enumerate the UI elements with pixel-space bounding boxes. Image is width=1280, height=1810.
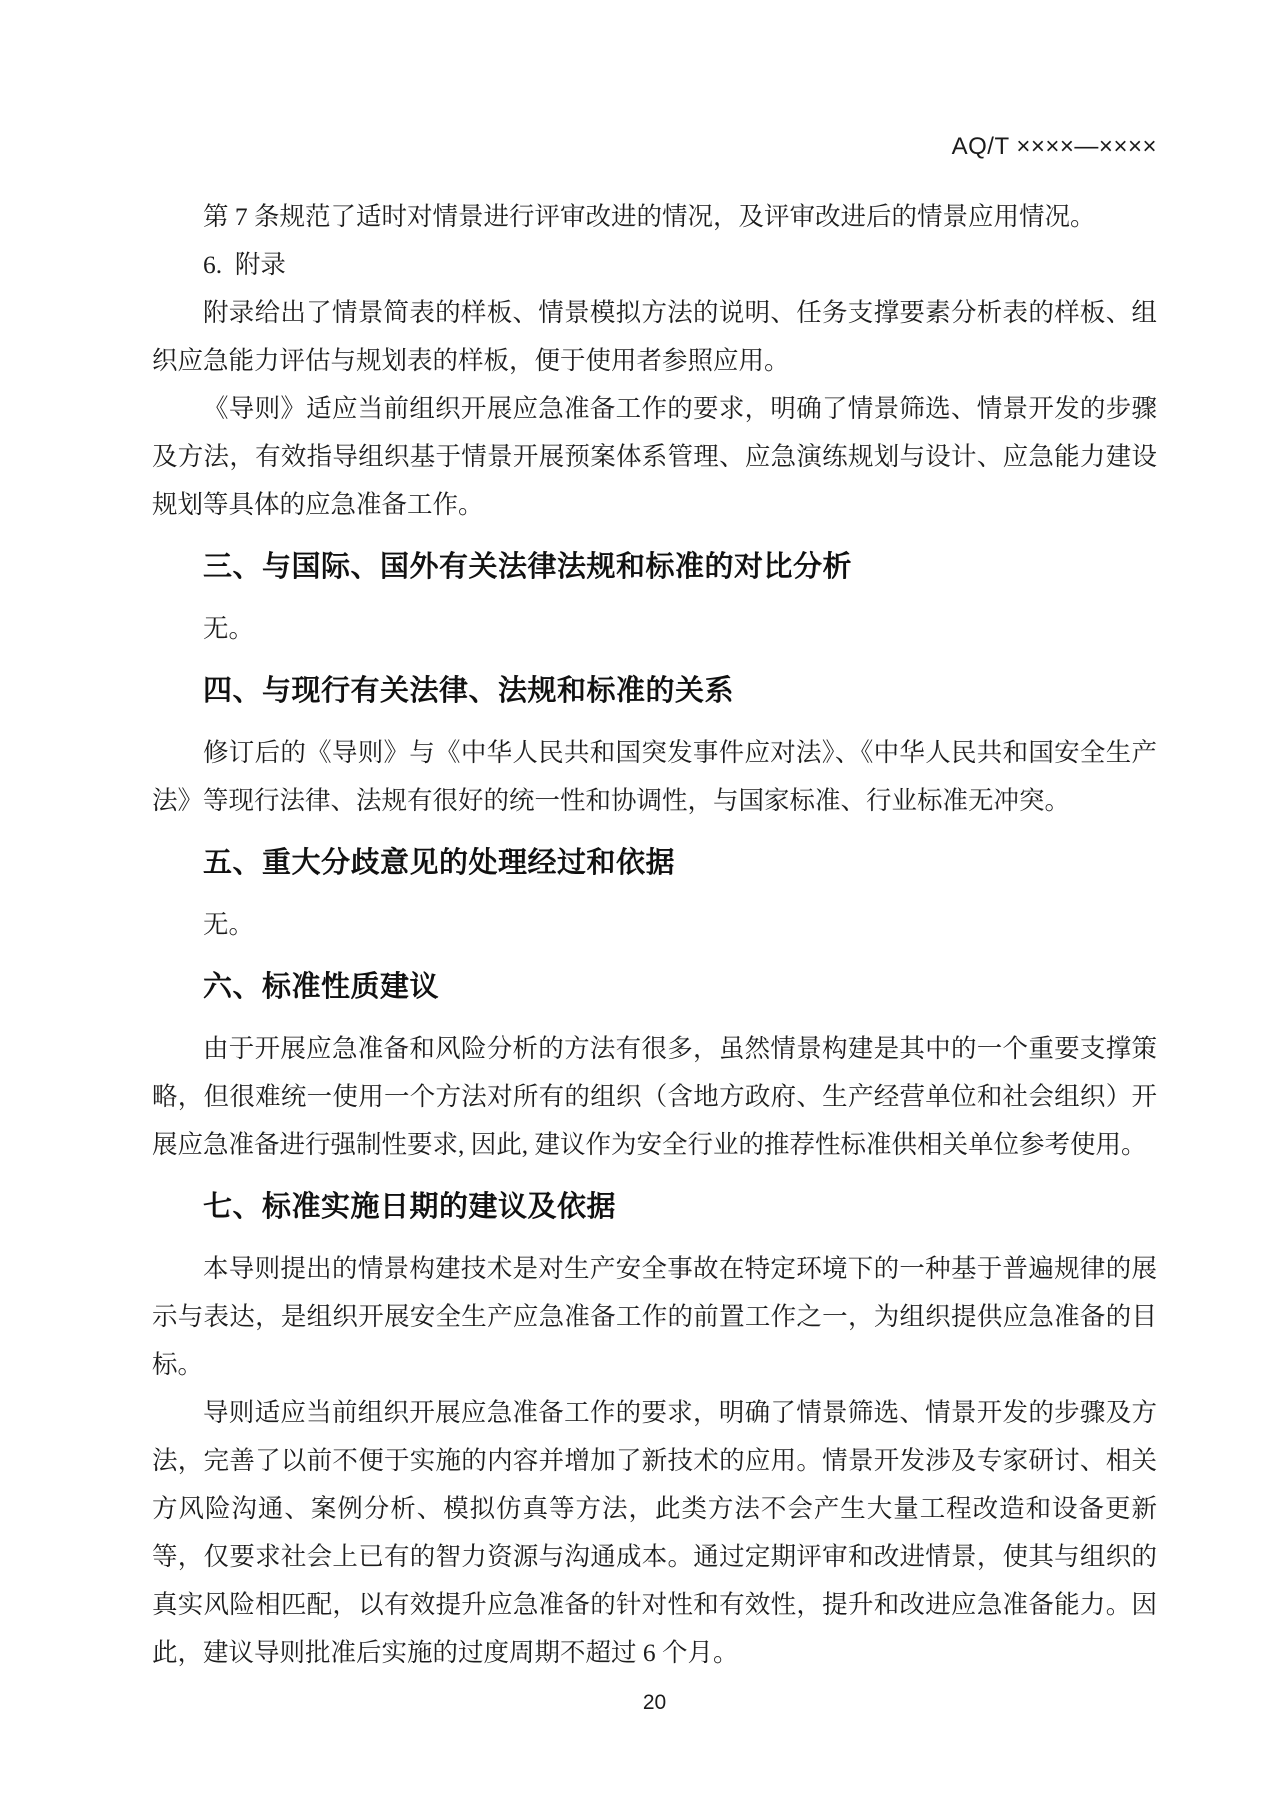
body-paragraph: 导则适应当前组织开展应急准备工作的要求，明确了情景筛选、情景开发的步骤及方法，完善了以前不便于实施的内容并增加了新技术的应用。情景开发涉及专家研讨、相关方风险沟通、案例分析、模拟仿真等方法，此类方法不会产生大量工程改造和设备更新等，仅要求社会上已有的智力资源与沟通成本。通过定期评审和改进情景，使其与组织的真实风险相匹配，以有效提升应急准备的针对性和有效性，提升和改进应急准备能力。因此，建议导则批准后实施的过度周期不超过 6 个月。 [152, 1398, 1157, 1667]
standard-code-header: AQ/T ××××—×××× [951, 133, 1157, 160]
body-paragraph: 本导则提出的情景构建技术是对生产安全事故在特定环境下的一种基于普遍规律的展示与表达，是组织开展安全生产应急准备工作的前置工作之一，为组织提供应急准备的目标。 [152, 1254, 1157, 1379]
body-paragraph: 《导则》适应当前组织开展应急准备工作的要求，明确了情景筛选、情景开发的步骤及方法，有效指导组织基于情景开展预案体系管理、应急演练规划与设计、应急能力建设规划等具体的应急准备工作。 [152, 394, 1157, 519]
body-paragraph: 无。 [203, 614, 255, 643]
document-content-column [152, 0, 1157, 1677]
body-paragraph: 修订后的《导则》与《中华人民共和国突发事件应对法》、《中华人民共和国安全生产法》等现行法律、法规有很好的统一性和协调性，与国家标准、行业标准无冲突。 [152, 738, 1157, 815]
body-paragraph: 第 7 条规范了适时对情景进行评审改进的情况，及评审改进后的情景应用情况。 [203, 202, 1096, 231]
section-heading: 四、与现行有关法律、法规和标准的关系 [203, 675, 735, 707]
section-heading: 六、标准性质建议 [203, 971, 440, 1003]
section-heading: 三、与国际、国外有关法律法规和标准的对比分析 [203, 551, 853, 583]
body-paragraph: 无。 [203, 910, 255, 939]
body-paragraph: 由于开展应急准备和风险分析的方法有很多，虽然情景构建是其中的一个重要支撑策略，但很难统一使用一个方法对所有的组织（含地方政府、生产经营单位和社会组织）开展应急准备进行强制性要求, 因此, 建议作为安全行业的推荐性标准供相关单位参考使用。 [152, 1034, 1157, 1159]
section-heading: 五、重大分歧意见的处理经过和依据 [203, 847, 676, 879]
body-paragraph: 附录给出了情景简表的样板、情景模拟方法的说明、任务支撑要素分析表的样板、组织应急能力评估与规划表的样板，便于使用者参照应用。 [152, 298, 1157, 375]
page-number: 20 [642, 1691, 667, 1714]
body-paragraph: 6. 附录 [203, 250, 286, 279]
document-flow [152, 193, 1157, 1677]
section-heading: 七、标准实施日期的建议及依据 [203, 1191, 617, 1223]
